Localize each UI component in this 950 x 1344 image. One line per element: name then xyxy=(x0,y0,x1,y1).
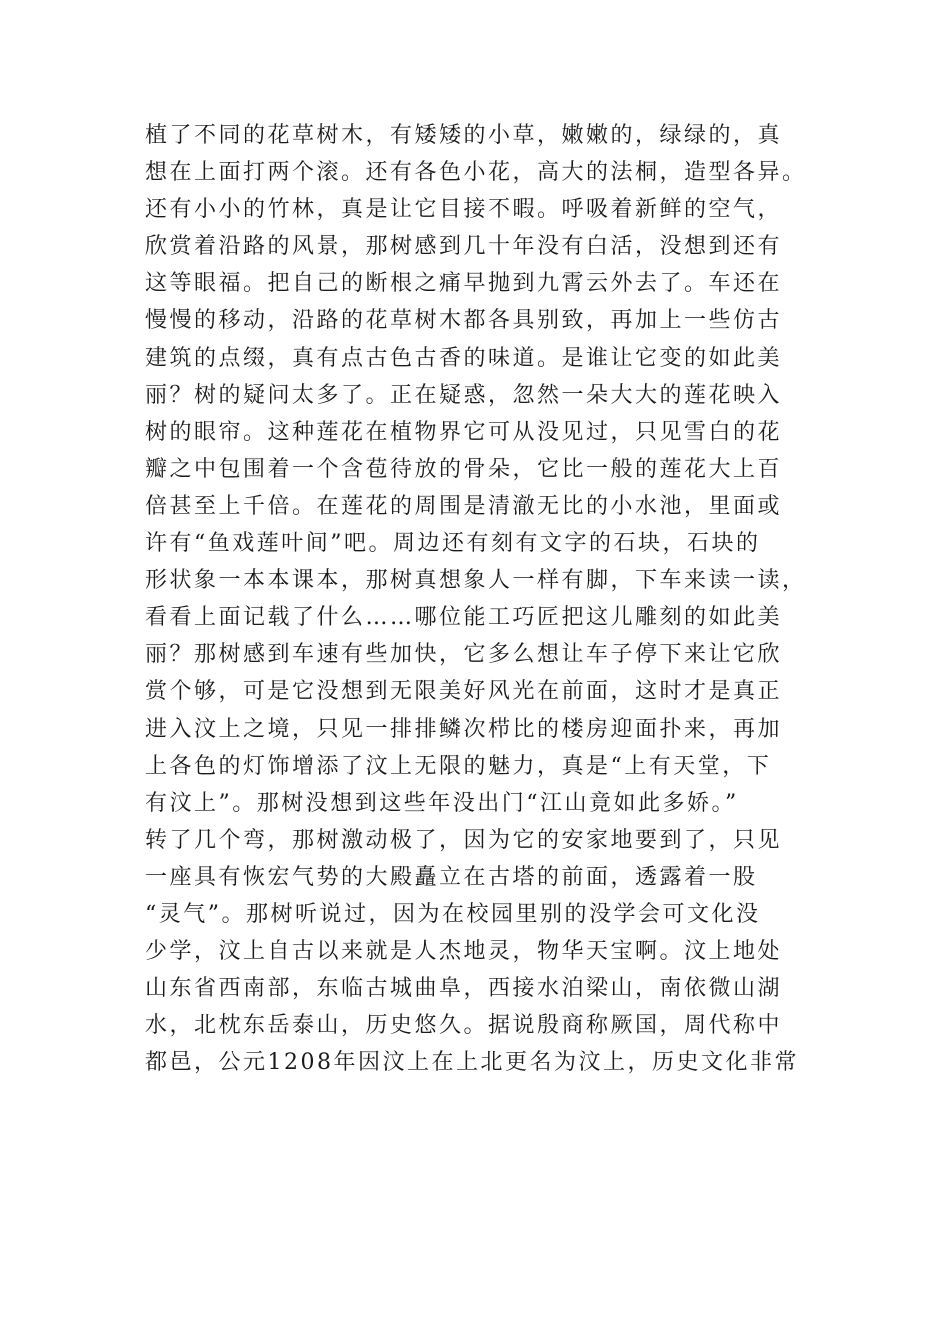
text-line: 慢慢的移动，沿路的花草树木都各具别致，再加上一些仿古 xyxy=(145,308,783,334)
text-line: 瓣之中包围着一个含苞待放的骨朵，它比一般的莲花大上百 xyxy=(145,456,783,482)
text-line: 还有小小的竹林，真是让它目接不暇。呼吸着新鲜的空气， xyxy=(145,197,783,223)
text-line: “灵气”。那树听说过，因为在校园里别的没学会可文化没 xyxy=(145,901,761,927)
text-line: 想在上面打两个滚。还有各色小花，高大的法桐，造型各异。 xyxy=(145,160,807,186)
text-line: 倍甚至上千倍。在莲花的周围是清澈无比的小水池，里面或 xyxy=(145,493,783,519)
text-line: 进入汶上之境，只见一排排鳞次栉比的楼房迎面扑来，再加 xyxy=(145,716,783,742)
text-line: 植了不同的花草树木，有矮矮的小草，嫩嫩的，绿绿的，真 xyxy=(145,123,783,148)
text-line: 赏个够，可是它没想到无限美好风光在前面，这时才是真正 xyxy=(145,679,783,705)
text-line: 丽？树的疑问太多了。正在疑惑，忽然一朵大大的莲花映入 xyxy=(145,382,783,408)
text-line: 欣赏着沿路的风景，那树感到几十年没有白活，没想到还有 xyxy=(145,234,783,260)
text-line: 转了几个弯，那树激动极了，因为它的安家地要到了，只见 xyxy=(145,827,783,853)
text-line: 有汶上”。那树没想到这些年没出门“江山竟如此多娇。” xyxy=(145,790,739,816)
text-line: 建筑的点缀，真有点古色古香的味道。是谁让它变的如此美 xyxy=(145,345,783,371)
text-line: 一座具有恢宏气势的大殿矗立在古塔的前面，透露着一股 xyxy=(145,864,758,890)
text-line: 水，北枕东岳泰山，历史悠久。据说殷商称厥国，周代称中 xyxy=(145,1013,783,1039)
text-line: 都邑，公元1208年因汶上在上北更名为汶上，历史文化非常 xyxy=(145,1050,799,1076)
text-line: 这等眼福。把自己的断根之痛早抛到九霄云外去了。车还在 xyxy=(145,271,783,297)
text-line: 看看上面记载了什么……哪位能工巧匠把这儿雕刻的如此美 xyxy=(145,605,783,631)
text-line: 上各色的灯饰增添了汶上无限的魅力，真是“上有天堂，下 xyxy=(145,753,772,779)
text-line: 许有“鱼戏莲叶间”吧。周边还有刻有文字的石块，石块的 xyxy=(145,531,761,557)
text-line: 少学，汶上自古以来就是人杰地灵，物华天宝啊。汶上地处 xyxy=(145,939,783,965)
text-line: 丽？那树感到车速有些加快，它多么想让车子停下来让它欣 xyxy=(145,642,783,668)
text-line: 山东省西南部，东临古城曲阜，西接水泊梁山，南依微山湖 xyxy=(145,976,783,1002)
text-line: 形状象一本本课本，那树真想象人一样有脚，下车来读一读， xyxy=(145,568,807,594)
text-line: 树的眼帘。这种莲花在植物界它可从没见过，只见雪白的花 xyxy=(145,419,783,445)
body-text xyxy=(145,117,825,1081)
